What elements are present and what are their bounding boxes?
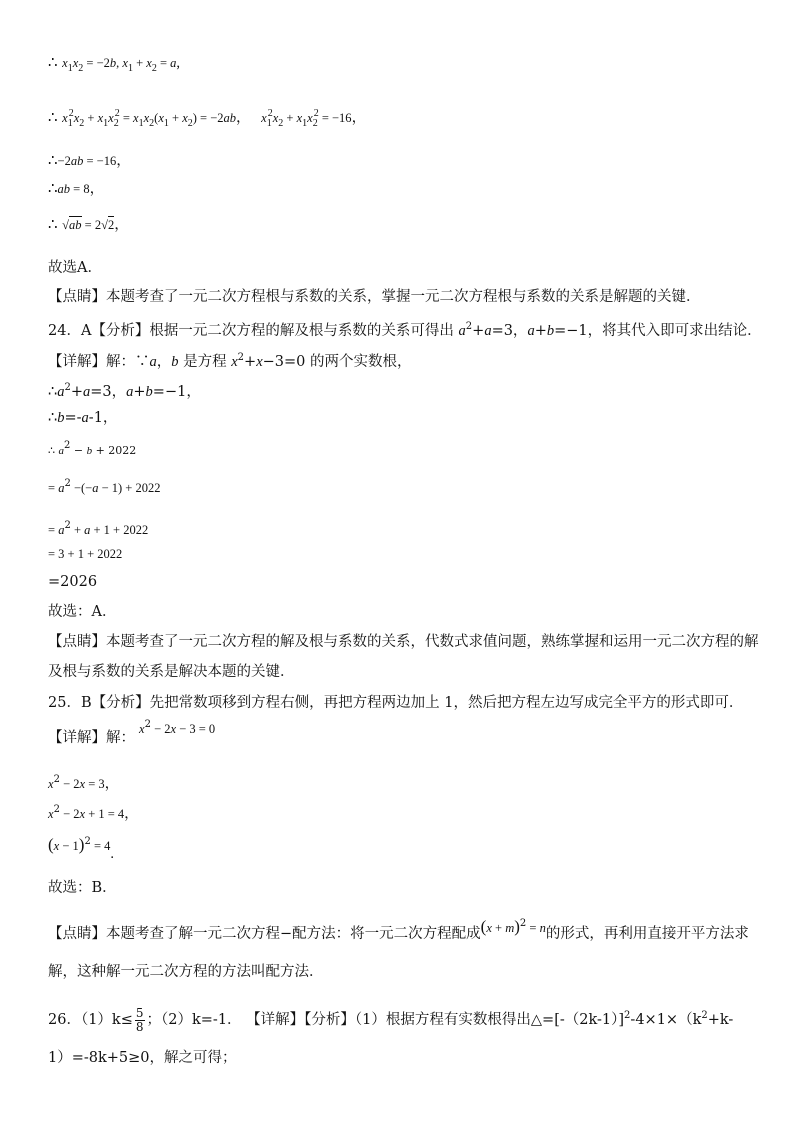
line-14: = $a^2 + a + 1 + 2022$ [48, 520, 149, 537]
line-1: ∴ $x_1x_2 = -2b$, $x_1 + x_2 = a$, [48, 53, 181, 74]
line-3: ∴−2ab = −16， [48, 151, 131, 169]
line-6: 故选A． [48, 260, 102, 276]
line-8: 24．A【分析】根据一元二次方程的解及根与系数的关系可得出 $a^2+a=3$，a+b=−1，将其代入即可求出结论． [48, 321, 762, 339]
line-23: $x^2 - 2x + 1 = 4$， [48, 804, 139, 822]
line-27: 解，这种解一元二次方程的方法叫配方法． [48, 964, 324, 980]
line-2: ∴ $x_1^2x_2 + x_1x_2^2 = x_1x_2(x_1 + x_2) = -2ab$， $x_1^2x_2 + x_1x_2^2 = -16$， [48, 108, 367, 129]
line-20: 25．B【分析】先把常数项移到方程右侧，再把方程两边加上 1，然后把方程左边写成完全平方的形式即可． [48, 695, 744, 711]
line-18: 【点睛】本题考查了一元二次方程的解及根与系数的关系，代数式求值问题，熟练掌握和运用一元二次方程的解 [48, 634, 759, 650]
line-10: $\therefore a^2+a=3$，a+b=−1， [48, 382, 201, 400]
line-12: ∴ a2 − b + 2022 [48, 440, 137, 457]
line-17: 故选：A． [48, 604, 117, 620]
line-26: 【点睛】本题考查了解一元二次方程−配方法：将一元二次方程配成$(x + m)^2 = n$的形式，再利用直接开平方法求 [48, 917, 749, 942]
fraction-5-8: $\frac{5}{8}$ [135, 1005, 144, 1034]
line-13: = $a^2 -(-a - 1) + 2022$ [48, 478, 161, 495]
line-11: ∴b=-a-1， [48, 410, 118, 426]
line-19: 及根与系数的关系是解决本题的关键． [48, 664, 295, 680]
line-21: 【详解】解：$x^2 - 2x - 3 = 0$ [48, 719, 216, 746]
line-15: = 3 + 1 + 2022 [48, 547, 123, 561]
line-7: 【点睛】本题考查了一元二次方程根与系数的关系，掌握一元二次方程根与系数的关系是解题的关键． [48, 289, 701, 305]
line-28: 26．（1）k≤ $\frac{5}{8}$ ；（2）k=-1． 【详解】【分析】（1）根据方程有实数根得出$\triangle=[-(2k-1)]^2-4\times 1\times(k^2+k-$ [48, 1005, 734, 1034]
line-4: ∴ab = 8， [48, 179, 105, 197]
line-16: =2026 [48, 574, 98, 590]
line-25: 故选：B． [48, 880, 117, 896]
line-9: 【详解】解：∵a，b 是方程 $x^2+x-3=0$ 的两个实数根， [48, 352, 412, 370]
line-24: $(x - 1)^2 = 4$. [48, 835, 115, 862]
line-29: 1）=-8k+5≥0，解之可得； [48, 1050, 237, 1066]
line-22: $x^2 - 2x = 3$， [48, 774, 120, 792]
line-5: ∴ √ab = 2√2， [48, 215, 129, 233]
